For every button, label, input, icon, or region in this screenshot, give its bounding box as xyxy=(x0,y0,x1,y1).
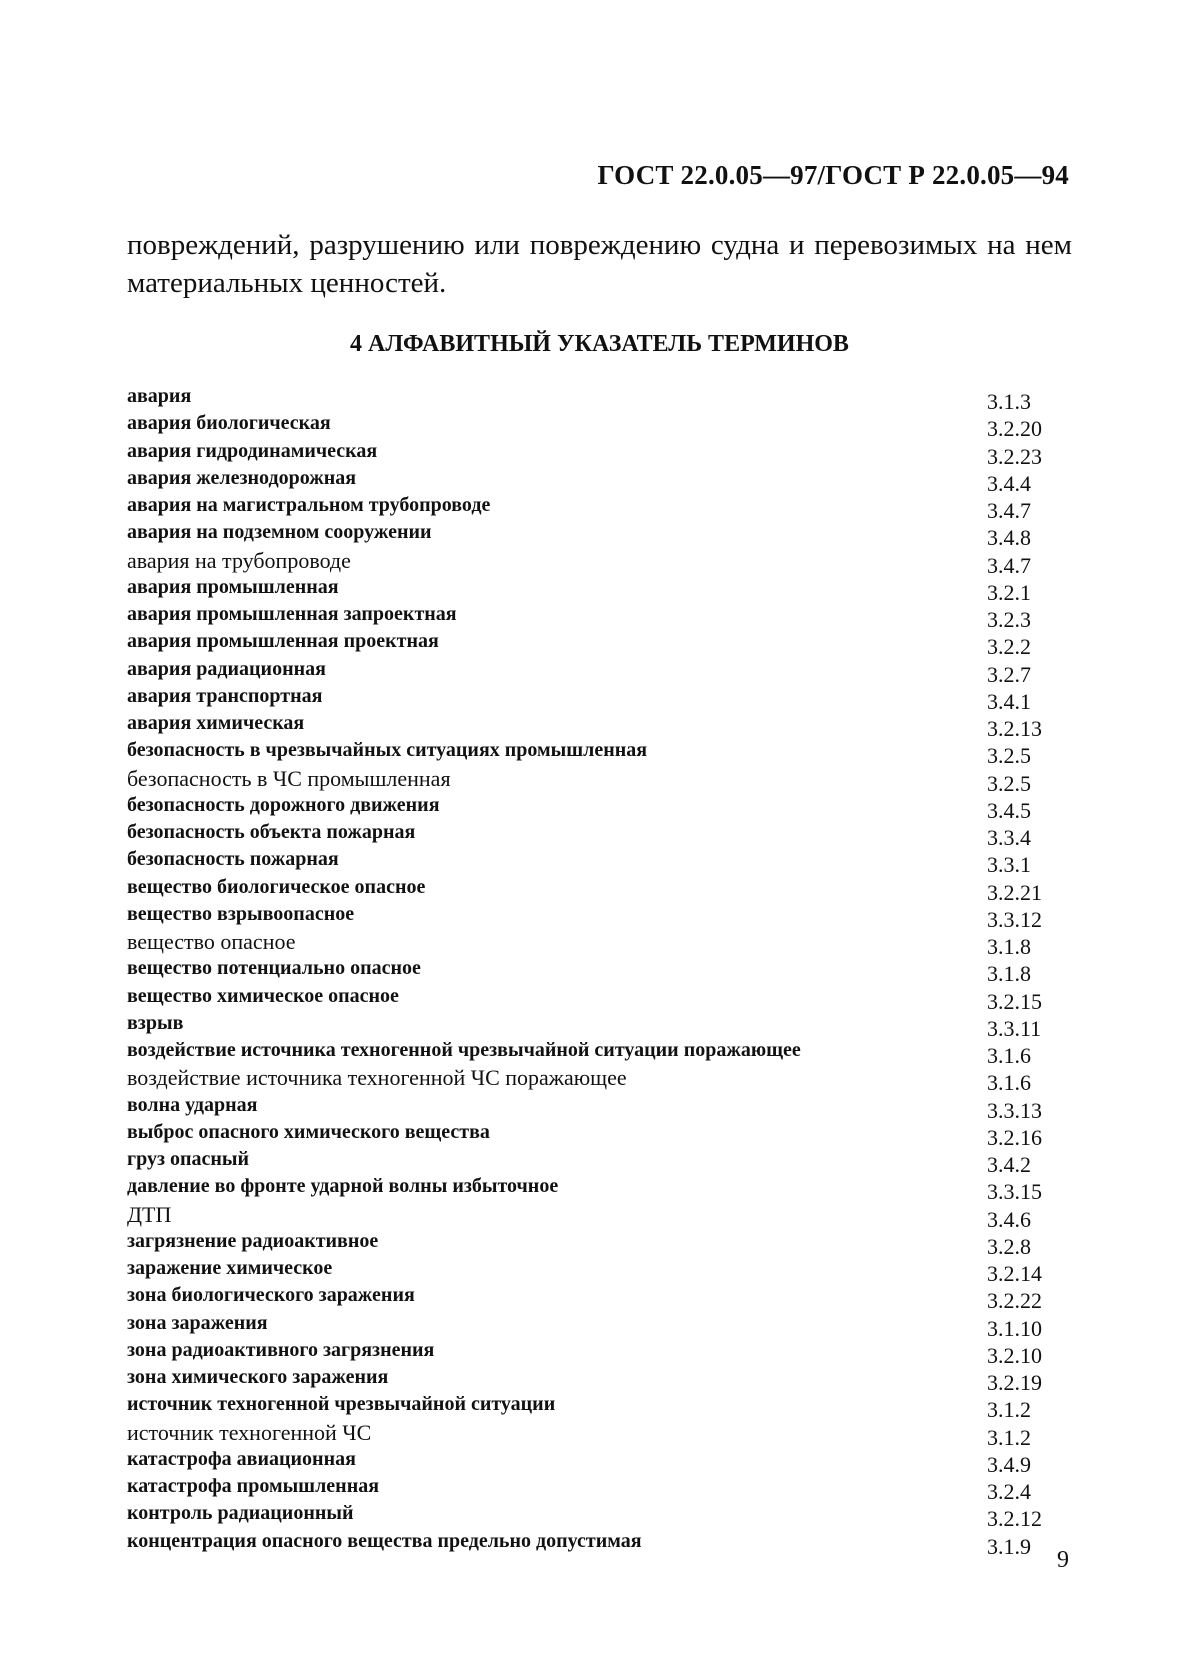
index-entry xyxy=(127,955,1067,987)
index-reference: 3.2.19 xyxy=(987,1370,1042,1395)
index-reference: 3.2.3 xyxy=(987,607,1031,632)
section-title: 4 АЛФАВИТНЫЙ УКАЗАТЕЛЬ ТЕРМИНОВ xyxy=(350,331,849,357)
index-entry xyxy=(127,1446,1067,1477)
index-reference: 3.3.1 xyxy=(987,852,1031,878)
index-reference: 3.4.6 xyxy=(987,1206,1031,1232)
index-reference: 3.2.5 xyxy=(987,743,1031,769)
index-entry xyxy=(127,383,1067,414)
index-reference: 3.1.6 xyxy=(987,1070,1031,1096)
index-reference: 3.2.4 xyxy=(987,1479,1031,1504)
index-reference: 3.1.2 xyxy=(987,1397,1031,1423)
index-reference: 3.2.5 xyxy=(987,770,1031,796)
index-term: авария промышленная запроектная xyxy=(127,603,457,625)
index-entry xyxy=(127,601,1067,632)
index-entry xyxy=(127,1337,1067,1368)
intro-paragraph: повреждений, разрушению или повреждению судна и перевозимых на нем материальных ценностей. xyxy=(127,229,1072,299)
index-reference: 3.1.9 xyxy=(987,1533,1031,1559)
index-reference: 3.4.8 xyxy=(987,525,1031,551)
index-term: вещество взрывоопасное xyxy=(127,902,355,925)
index-entry xyxy=(127,1255,1067,1286)
index-entry xyxy=(127,1282,1067,1314)
index-reference: 3.2.7 xyxy=(987,661,1031,687)
index-reference: 3.2.22 xyxy=(987,1288,1042,1314)
index-entry xyxy=(127,1201,1067,1232)
index-reference: 3.1.2 xyxy=(987,1424,1031,1450)
index-entry xyxy=(127,874,1067,905)
index-reference: 3.4.5 xyxy=(987,797,1031,823)
index-reference: 3.2.13 xyxy=(987,716,1042,741)
index-entry xyxy=(127,465,1067,496)
index-reference: 3.4.4 xyxy=(987,470,1031,496)
index-reference: 3.1.3 xyxy=(987,389,1031,414)
index-term: заражение химическое xyxy=(127,1257,333,1279)
index-term: безопасность объекта пожарная xyxy=(127,821,416,843)
index-entry xyxy=(127,1119,1067,1150)
index-term: безопасность в чрезвычайных ситуациях промышленная xyxy=(127,739,648,762)
index-term: авария на подземном сооружении xyxy=(127,521,432,544)
index-term: источник техногенной ЧС xyxy=(127,1419,372,1445)
index-reference: 3.2.15 xyxy=(987,988,1042,1014)
index-term: давление во фронте ударной волны избыточное xyxy=(127,1175,559,1198)
index-entry xyxy=(127,1173,1067,1205)
index-term: воздействие источника техногенной чрезвычайной ситуации поражающее xyxy=(127,1039,801,1061)
page-number: 9 xyxy=(1057,1547,1069,1573)
index-term: зона биологического заражения xyxy=(127,1284,415,1307)
index-entry xyxy=(127,846,1067,878)
index-term: авария транспортная xyxy=(127,684,323,707)
index-term: авария промышленная проектная xyxy=(127,630,439,653)
index-term: безопасность пожарная xyxy=(127,848,339,871)
index-reference: 3.1.8 xyxy=(987,961,1031,987)
index-entry xyxy=(127,792,1067,823)
index-term: зона радиоактивного загрязнения xyxy=(127,1338,435,1361)
index-entry xyxy=(127,1146,1067,1177)
index-reference: 3.1.6 xyxy=(987,1043,1031,1068)
index-term: безопасность дорожного движения xyxy=(127,793,440,816)
index-entry xyxy=(127,710,1067,741)
index-entry xyxy=(127,492,1067,523)
index-term: зона химического заражения xyxy=(127,1366,389,1388)
index-term: авария промышленная xyxy=(127,575,339,598)
index-reference: 3.2.23 xyxy=(987,443,1042,469)
index-reference: 3.2.10 xyxy=(987,1342,1042,1368)
index-term: вещество химическое опасное xyxy=(127,984,399,1007)
index-term: контроль радиационный xyxy=(127,1502,354,1525)
index-entry xyxy=(127,656,1067,687)
index-term: авария xyxy=(127,385,192,407)
index-entry xyxy=(127,928,1067,959)
index-term: ДТП xyxy=(127,1201,172,1227)
index-entry xyxy=(127,1037,1067,1068)
index-reference: 3.3.4 xyxy=(987,825,1031,850)
index-entry xyxy=(127,1473,1067,1504)
index-entry xyxy=(127,683,1067,714)
index-reference: 3.3.13 xyxy=(987,1097,1042,1123)
index-term: волна ударная xyxy=(127,1093,258,1116)
index-reference: 3.3.12 xyxy=(987,906,1042,932)
index-reference: 3.2.21 xyxy=(987,879,1042,905)
index-reference: 3.2.20 xyxy=(987,416,1042,442)
index-term: катастрофа авиационная xyxy=(127,1447,356,1470)
page-header: ГОСТ 22.0.05—97/ГОСТ Р 22.0.05—94 xyxy=(597,160,1069,190)
index-entry xyxy=(127,438,1067,469)
index-term: авария биологическая xyxy=(127,412,331,435)
index-entry xyxy=(127,1228,1067,1259)
index-reference: 3.4.1 xyxy=(987,688,1031,714)
index-term: концентрация опасного вещества предельно допустимая xyxy=(127,1529,642,1552)
index-term: взрыв xyxy=(127,1011,184,1034)
index-reference: 3.2.16 xyxy=(987,1124,1042,1150)
index-entry xyxy=(127,1010,1067,1041)
index-entry xyxy=(127,1500,1067,1532)
index-entry xyxy=(127,1364,1067,1395)
index-entry xyxy=(127,737,1067,769)
index-entry xyxy=(127,1310,1067,1341)
index-term: воздействие источника техногенной ЧС поражающее xyxy=(127,1065,627,1091)
index-reference: 3.3.15 xyxy=(987,1179,1042,1205)
index-reference: 3.2.12 xyxy=(987,1506,1042,1532)
index-term: выброс опасного химического вещества xyxy=(127,1120,490,1143)
index-term: вещество потенциально опасное xyxy=(127,957,421,980)
index-entry xyxy=(127,410,1067,442)
index-term: авария железнодорожная xyxy=(127,466,357,489)
index-term: авария на трубопроводе xyxy=(127,547,351,573)
index-term: источник техногенной чрезвычайной ситуации xyxy=(127,1393,556,1416)
index-term: загрязнение радиоактивное xyxy=(127,1229,379,1252)
index-term: авария химическая xyxy=(127,712,305,734)
index-entry xyxy=(127,1528,1067,1559)
index-entry xyxy=(127,547,1067,578)
index-reference: 3.2.1 xyxy=(987,579,1031,605)
term-index xyxy=(127,383,1067,1559)
index-entry xyxy=(127,819,1067,850)
index-reference: 3.4.7 xyxy=(987,552,1031,578)
index-reference: 3.2.14 xyxy=(987,1261,1042,1286)
index-entry xyxy=(127,983,1067,1014)
index-entry xyxy=(127,519,1067,551)
index-term: вещество биологическое опасное xyxy=(127,875,426,898)
index-reference: 3.2.8 xyxy=(987,1233,1031,1259)
index-entry xyxy=(127,628,1067,660)
index-term: безопасность в ЧС промышленная xyxy=(127,765,451,791)
index-term: авария на магистральном трубопроводе xyxy=(127,494,491,516)
index-term: катастрофа промышленная xyxy=(127,1475,380,1497)
index-term: вещество опасное xyxy=(127,929,296,954)
index-term: зона заражения xyxy=(127,1311,268,1334)
index-reference: 3.4.2 xyxy=(987,1152,1031,1177)
index-term: груз опасный xyxy=(127,1148,250,1170)
index-entry xyxy=(127,901,1067,932)
index-reference: 3.4.7 xyxy=(987,498,1031,523)
index-reference: 3.4.9 xyxy=(987,1451,1031,1477)
index-entry xyxy=(127,765,1067,796)
index-entry xyxy=(127,1064,1067,1096)
index-entry xyxy=(127,574,1067,605)
index-term: авария радиационная xyxy=(127,657,326,680)
index-term: авария гидродинамическая xyxy=(127,439,378,462)
index-reference: 3.1.10 xyxy=(987,1315,1042,1341)
index-entry xyxy=(127,1092,1067,1123)
index-entry xyxy=(127,1419,1067,1450)
index-reference: 3.3.11 xyxy=(987,1015,1042,1041)
index-entry xyxy=(127,1391,1067,1423)
index-reference: 3.1.8 xyxy=(987,934,1031,959)
index-reference: 3.2.2 xyxy=(987,634,1031,660)
